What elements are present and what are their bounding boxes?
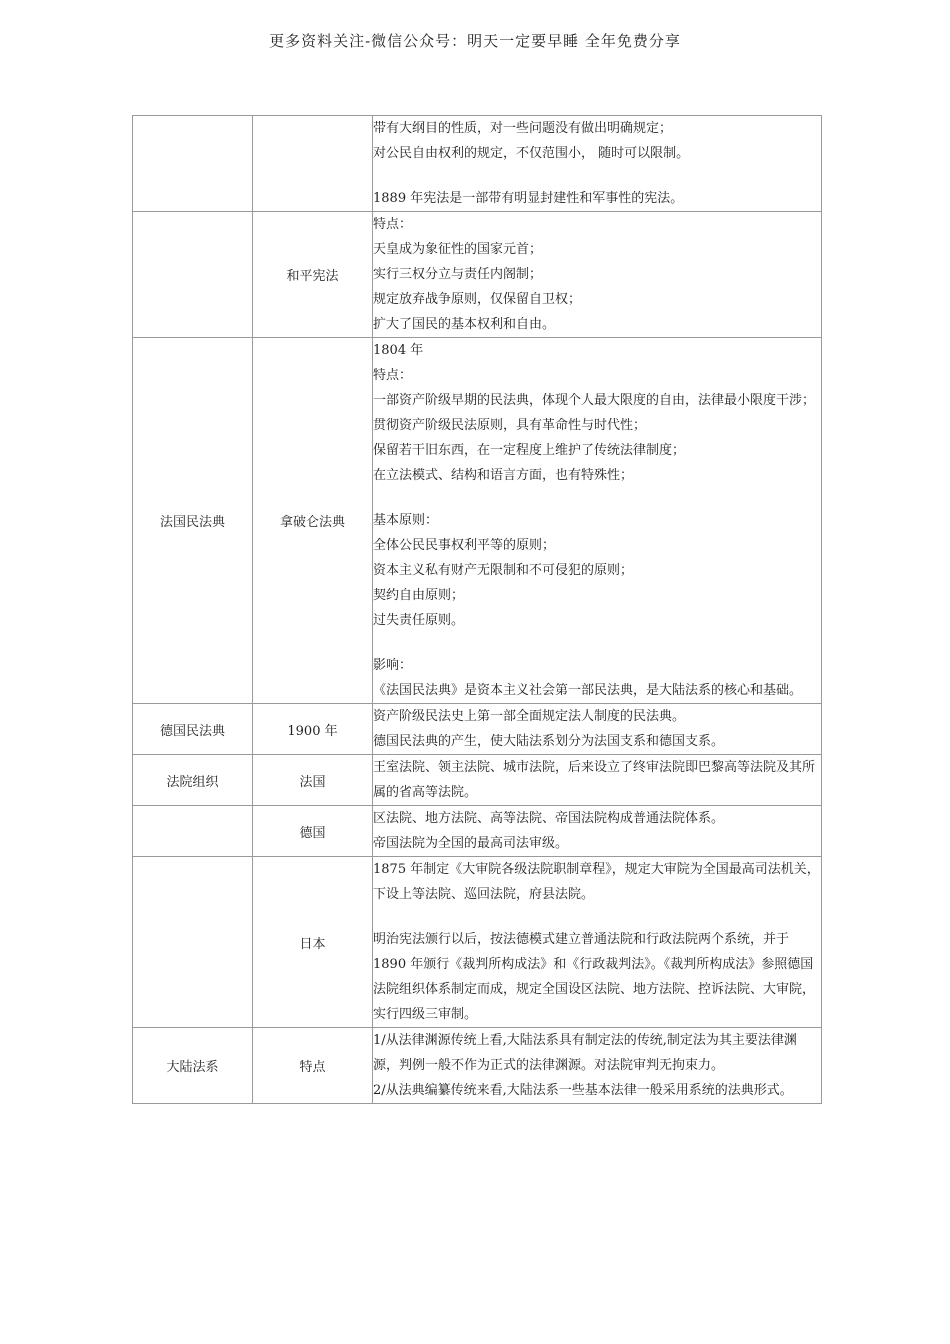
content-line: 扩大了国民的基本权利和自由。 (373, 317, 556, 332)
content-cell (373, 704, 822, 755)
content-line: 1/从法律渊源传统上看,大陆法系具有制定法的传统,制定法为其主要法律渊源，判例一般不作为正式的法律渊源。对法院审判无拘束力。 (373, 1033, 797, 1073)
content-line: 对公民自由权利的规定，不仅范围小， 随时可以限制。 (373, 146, 690, 161)
content-line: 1804 年 (373, 343, 424, 358)
paragraph-gap (373, 488, 821, 508)
paragraph-gap (373, 907, 821, 927)
content-line: 1875 年制定《大审院各级法院职制章程》，规定大审院为全国最高司法机关，下设上等法院、巡回法院，府县法院。 (373, 862, 820, 902)
table-row (133, 116, 822, 212)
subcategory-cell: 法国 (253, 755, 373, 806)
content-line: 明治宪法颁行以后，按法德模式建立普通法院和行政法院两个系统，并于 1890 年颁行《裁判所构成法》和《行政裁判法》。《裁判所构成法》参照德国法院组织体系制定而成，规定全国设区法院、地方法院、控诉法院、大审院，实行四级三审制。 (373, 932, 816, 1022)
subcategory-cell: 特点 (253, 1028, 373, 1104)
content-line: 过失责任原则。 (373, 613, 465, 628)
category-cell (133, 116, 253, 212)
content-line: 一部资产阶级早期的民法典，体现个人最大限度的自由，法律最小限度干涉； (373, 393, 816, 408)
table-row (133, 338, 822, 704)
content-line: 帝国法院为全国的最高司法审级。 (373, 836, 569, 851)
content-line: 契约自由原则； (373, 588, 465, 603)
page-header: 更多资料关注-微信公众号：明天一定要早睡 全年免费分享 (269, 32, 681, 50)
subcategory-cell (253, 116, 373, 212)
content-line: 《法国民法典》是资本主义社会第一部民法典，是大陆法系的核心和基础。 (373, 683, 803, 698)
paragraph-gap (373, 166, 821, 186)
content-cell (373, 338, 822, 704)
content-line: 2/从法典编纂传统来看,大陆法系一些基本法律一般采用系统的法典形式。 (373, 1083, 793, 1098)
subcategory-cell: 1900 年 (253, 704, 373, 755)
paragraph-gap (373, 633, 821, 653)
table-row (133, 1028, 822, 1104)
category-cell: 法国民法典 (133, 338, 253, 704)
category-cell: 大陆法系 (133, 1028, 253, 1104)
subcategory-cell: 日本 (253, 857, 373, 1028)
table-row (133, 857, 822, 1028)
content-line: 德国民法典的产生，使大陆法系划分为法国支系和德国支系。 (373, 734, 725, 749)
content-line: 在立法模式、结构和语言方面，也有特殊性； (373, 468, 634, 483)
subcategory-cell: 拿破仑法典 (253, 338, 373, 704)
content-line: 特点： (373, 217, 413, 232)
content-cell (373, 806, 822, 857)
content-cell (373, 755, 822, 806)
category-cell (133, 857, 253, 1028)
content-line: 王室法院、领主法院、城市法院，后来设立了终审法院即巴黎高等法院及其所属的省高等法院。 (373, 760, 816, 800)
table-row (133, 704, 822, 755)
content-line: 资产阶级民法史上第一部全面规定法人制度的民法典。 (373, 709, 686, 724)
content-line: 区法院、地方法院、高等法院、帝国法院构成普通法院体系。 (373, 811, 725, 826)
category-cell: 法院组织 (133, 755, 253, 806)
table-row (133, 212, 822, 338)
content-line: 贯彻资产阶级民法原则，具有革命性与时代性； (373, 418, 647, 433)
category-cell: 德国民法典 (133, 704, 253, 755)
content-line: 规定放弃战争原则，仅保留自卫权； (373, 292, 582, 307)
content-line: 全体公民民事权利平等的原则； (373, 538, 556, 553)
content-line: 实行三权分立与责任内阁制； (373, 267, 543, 282)
content-cell (373, 116, 822, 212)
content-line: 资本主义私有财产无限制和不可侵犯的原则； (373, 563, 634, 578)
notes-table (132, 115, 822, 1104)
content-cell (373, 212, 822, 338)
subcategory-cell: 德国 (253, 806, 373, 857)
content-line: 1889 年宪法是一部带有明显封建性和军事性的宪法。 (373, 191, 684, 206)
category-cell (133, 806, 253, 857)
content-line: 特点： (373, 368, 413, 383)
category-cell (133, 212, 253, 338)
content-line: 影响： (373, 658, 413, 673)
content-cell (373, 857, 822, 1028)
table-row (133, 755, 822, 806)
table-row (133, 806, 822, 857)
content-line: 基本原则： (373, 513, 439, 528)
subcategory-cell: 和平宪法 (253, 212, 373, 338)
content-line: 天皇成为象征性的国家元首； (373, 242, 543, 257)
table-body (133, 116, 822, 1104)
content-line: 带有大纲目的性质，对一些问题没有做出明确规定； (373, 121, 673, 136)
content-cell (373, 1028, 822, 1104)
content-line: 保留若干旧东西，在一定程度上维护了传统法律制度； (373, 443, 686, 458)
